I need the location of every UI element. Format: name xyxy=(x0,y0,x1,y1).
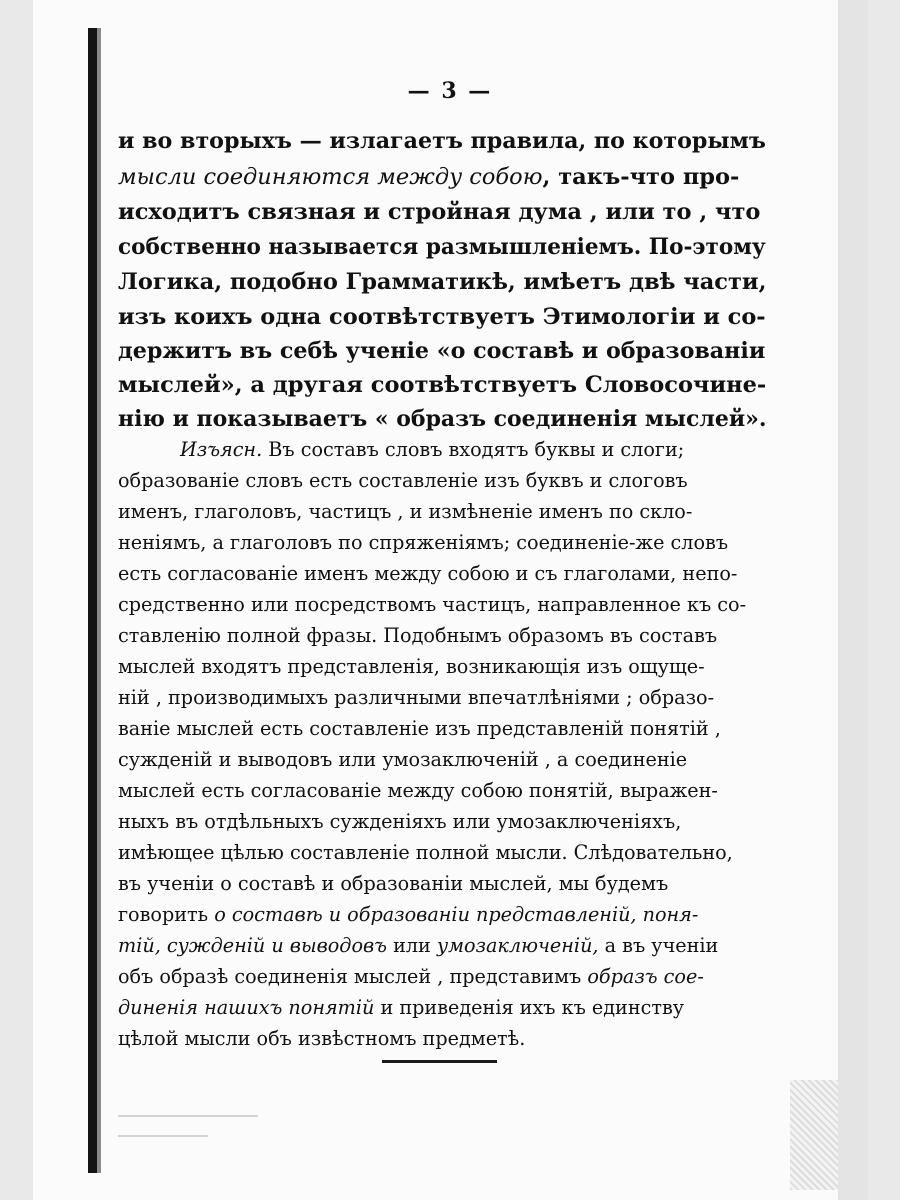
italic-phrase: умозаключеній, xyxy=(436,934,599,957)
text-line: исходитъ связная и стройная дума , или то , что xyxy=(118,199,761,225)
scan-smudge xyxy=(118,1115,258,1117)
end-rule xyxy=(382,1060,497,1063)
text-line: именъ, глаголовъ, частицъ , и измѣненіе именъ по скло- xyxy=(118,500,693,523)
text-line: изъ коихъ одна соотвѣтствуетъ Этимологіи и со- xyxy=(118,304,766,330)
text-line: мысли соединяются между собою, такъ-что про- xyxy=(118,164,740,190)
scan-grain xyxy=(790,1080,838,1190)
text-line: собственно называется размышленіемъ. По-этому xyxy=(118,234,766,260)
text-line: ныхъ въ отдѣльныхъ сужденіяхъ или умозаключеніяхъ, xyxy=(118,810,682,833)
italic-phrase: тій, сужденій и выводовъ xyxy=(118,934,387,957)
facing-page-edge xyxy=(838,0,868,1200)
text-line: есть согласованіе именъ между собою и съ глаголами, непо- xyxy=(118,562,738,585)
text-line: диненія нашихъ понятій и приведенія ихъ къ единству xyxy=(118,996,685,1019)
italic-phrase: мысли соединяются между собою xyxy=(118,164,543,190)
text-line: мыслей», а другая соотвѣтствуетъ Словосочине- xyxy=(118,372,767,398)
text-line: имѣющее цѣлью составленіе полной мысли. Слѣдовательно, xyxy=(118,841,733,864)
text-line: и во вторыхъ — излагаетъ правила, по которымъ xyxy=(118,128,766,154)
text-line: ваніе мыслей есть составленіе изъ представленій понятій , xyxy=(118,717,721,740)
text-line: средственно или посредствомъ частицъ, направленное къ со- xyxy=(118,593,747,616)
italic-phrase: образъ сое- xyxy=(587,965,704,988)
italic-phrase: о составѣ и образованіи представленій, поня- xyxy=(214,903,699,926)
text-line: ставленію полной фразы. Подобнымъ образомъ въ составъ xyxy=(118,624,718,647)
italic-phrase: диненія нашихъ понятій xyxy=(118,996,375,1019)
text-line: мыслей есть согласованіе между собою понятій, выражен- xyxy=(118,779,718,802)
text-line: сужденій и выводовъ или умозаключеній , а соединеніе xyxy=(118,748,688,771)
text-line: Логика, подобно Грамматикѣ, имѣетъ двѣ части, xyxy=(118,269,767,295)
text-line: держитъ въ себѣ ученіе «о составѣ и образованіи xyxy=(118,338,766,364)
text-line: говорить о составѣ и образованіи представленій, поня- xyxy=(118,903,699,926)
paragraph-label: Изъясн. xyxy=(180,438,263,461)
text-line: въ ученіи о составѣ и образованіи мыслей, мы будемъ xyxy=(118,872,669,895)
text-line: объ образѣ соединенія мыслей , представимъ образъ сое- xyxy=(118,965,704,988)
page-spine-shadow xyxy=(88,28,97,1173)
scan-smudge xyxy=(118,1135,208,1137)
text-line: мыслей входятъ представленія, возникающія изъ ощуще- xyxy=(118,655,705,678)
page-spine-gradient xyxy=(97,28,101,1173)
text-line: Изъясн. Въ составъ словъ входятъ буквы и слоги; xyxy=(180,438,685,461)
text-line: неніямъ, а глаголовъ по спряженіямъ; соединеніе-же словъ xyxy=(118,531,729,554)
text-line: нію и показываетъ « образъ соединенія мыслей». xyxy=(118,406,767,432)
text-line: образованіе словъ есть составленіе изъ буквъ и слоговъ xyxy=(118,469,688,492)
text-line: цѣлой мысли объ извѣстномъ предметѣ. xyxy=(118,1027,526,1050)
text-line: ній , производимыхъ различными впечатлѣніями ; образо- xyxy=(118,686,715,709)
text-line: тій, сужденій и выводовъ или умозаключеній, а въ ученіи xyxy=(118,934,719,957)
page-number: — 3 — xyxy=(407,78,493,104)
